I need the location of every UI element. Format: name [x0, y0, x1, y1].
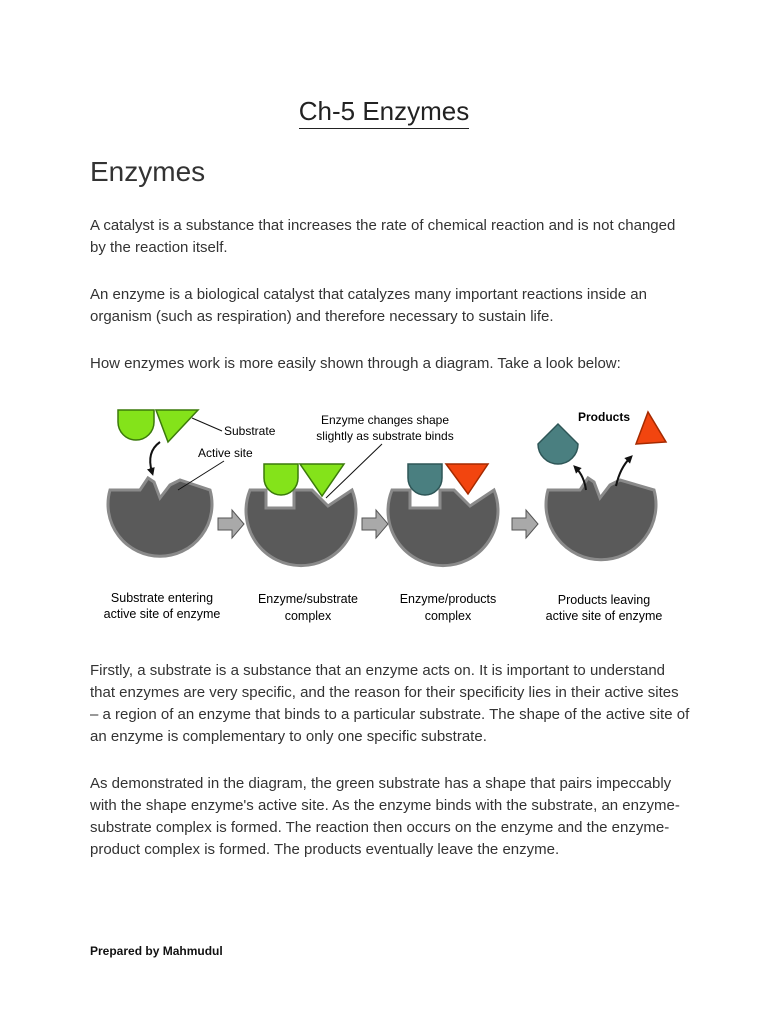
substrate-semicircle-1: [118, 410, 154, 440]
document-title-text: Ch-5 Enzymes: [299, 96, 470, 129]
document-title: [0, 96, 768, 127]
label-shape-change-line2: slightly as substrate binds: [316, 429, 454, 443]
caption-2-line1: Enzyme/substrate: [257, 592, 359, 606]
substrate-pointer-line: [192, 418, 222, 431]
product-red-leaving: [636, 412, 666, 444]
substrate-entry-arrow: [150, 442, 160, 472]
label-products: Products: [577, 410, 631, 424]
paragraph-enzyme: An enzyme is a biological catalyst that catalyzes many important reactions inside an organism (such as respiration) and therefore necessary to sustain life.: [90, 286, 647, 325]
process-arrow-1: [218, 510, 244, 538]
process-arrow-3: [512, 510, 538, 538]
paragraph-catalyst: A catalyst is a substance that increases the rate of chemical reaction and is not changed by the reaction itself.: [90, 217, 676, 256]
product-teal-leaving: [538, 424, 578, 464]
enzyme-shape-1: [108, 478, 212, 556]
enzyme-shape-4: [546, 478, 656, 560]
caption-4-line2: active site of enzyme: [545, 609, 663, 623]
section-heading: Enzymes: [90, 156, 206, 187]
paragraph-complex: As demonstrated in the diagram, the green substrate has a shape that pairs impeccably with the shape enzyme's active site. As the enzyme binds with the substrate, an enzyme-substrate complex is formed. The reaction then occurs on the enzyme and the enzyme-product complex is formed. The products eventually leave the enzyme.: [90, 775, 680, 858]
enzyme-shape-3: [388, 490, 498, 566]
substrate-triangle-1: [156, 410, 198, 442]
enzyme-shape-2: [246, 490, 356, 566]
process-arrow-2: [362, 510, 388, 538]
caption-2-line2: complex: [284, 609, 332, 623]
label-substrate: Substrate: [224, 424, 276, 438]
caption-1-line1: Substrate entering: [110, 591, 214, 605]
footer-author: Prepared by Mahmudul: [90, 944, 223, 958]
enzyme-diagram: [90, 400, 680, 640]
paragraph-substrate: Firstly, a substrate is a substance that an enzyme acts on. It is important to understand that enzymes are very specific, and the reason for their specificity lies in their active sites – a region of an enzyme that binds to a particular substrate. The shape of the active site of an enzyme is complementary to only one specific substrate.: [90, 662, 690, 745]
paragraph-diagram-intro: How enzymes work is more easily shown through a diagram. Take a look below:: [90, 355, 621, 372]
label-active-site: Active site: [198, 446, 253, 460]
caption-3-line1: Enzyme/products: [399, 592, 497, 606]
product-teal-in-complex: [408, 464, 442, 495]
substrate-semicircle-2: [264, 464, 298, 495]
stage-enzyme-products-complex: [388, 464, 498, 566]
label-shape-change-line1: Enzyme changes shape: [320, 413, 450, 427]
caption-3-line2: complex: [424, 609, 472, 623]
caption-4-line1: Products leaving: [557, 593, 651, 607]
stage-products-leaving: [538, 410, 666, 560]
caption-1-line2: active site of enzyme: [103, 607, 221, 621]
enzyme-diagram-svg: [90, 400, 680, 640]
